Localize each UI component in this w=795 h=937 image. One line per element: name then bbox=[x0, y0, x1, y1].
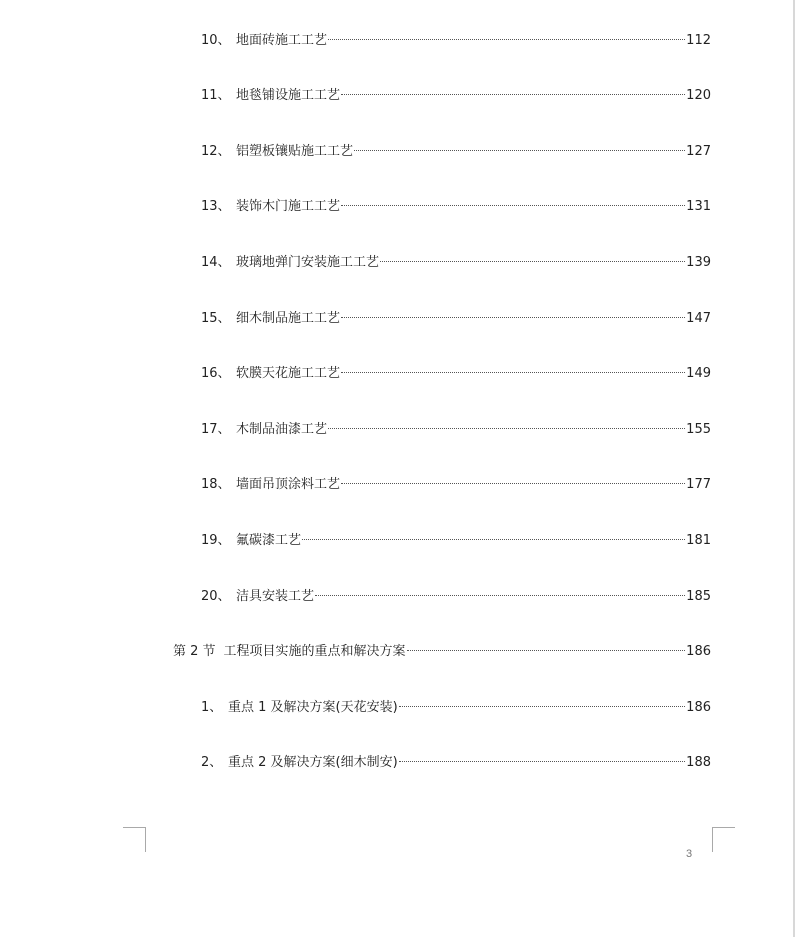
toc-dot-leader bbox=[341, 205, 685, 206]
toc-entry-number: 20、 bbox=[201, 589, 231, 604]
toc-entry[interactable] bbox=[201, 753, 711, 773]
toc-dot-leader bbox=[341, 372, 685, 373]
toc-entry-page: 185 bbox=[686, 589, 711, 604]
crop-mark-right bbox=[712, 827, 735, 852]
toc-entry-page: 120 bbox=[686, 88, 711, 103]
toc-section-page: 186 bbox=[686, 644, 711, 659]
toc-entry-title: 木制品油漆工艺 bbox=[236, 422, 328, 437]
toc-entry[interactable] bbox=[201, 587, 711, 607]
toc-entry-title: 地毯铺设施工工艺 bbox=[236, 88, 341, 103]
toc-entry[interactable] bbox=[201, 31, 711, 51]
toc-entry-number: 11、 bbox=[201, 88, 231, 103]
toc-dot-leader bbox=[328, 428, 685, 429]
toc-entry-page: 131 bbox=[686, 199, 711, 214]
toc-entry-title: 软膜天花施工工艺 bbox=[236, 366, 341, 381]
toc-entry-number: 10、 bbox=[201, 33, 231, 48]
toc-entry-page: 155 bbox=[686, 422, 711, 437]
toc-entry-number: 2、 bbox=[201, 755, 223, 770]
toc-entry-title: 重点 2 及解决方案(细木制安) bbox=[228, 755, 398, 770]
toc-dot-leader bbox=[399, 706, 685, 707]
toc-entry-page: 127 bbox=[686, 144, 711, 159]
toc-dot-leader bbox=[399, 761, 685, 762]
toc-entry-page: 112 bbox=[686, 33, 711, 48]
crop-mark-left bbox=[123, 827, 146, 852]
toc-section-entry[interactable] bbox=[173, 642, 711, 662]
toc-entry[interactable] bbox=[201, 253, 711, 273]
toc-entry-page: 149 bbox=[686, 366, 711, 381]
toc-entry-title: 装饰木门施工工艺 bbox=[236, 199, 341, 214]
toc-entry-title: 细木制品施工工艺 bbox=[236, 311, 341, 326]
toc-entry[interactable] bbox=[201, 86, 711, 106]
toc-entry-page: 147 bbox=[686, 311, 711, 326]
toc-entry-title: 墙面吊顶涂料工艺 bbox=[236, 477, 341, 492]
toc-dot-leader bbox=[328, 39, 685, 40]
toc-dot-leader bbox=[315, 595, 685, 596]
toc-entry-number: 15、 bbox=[201, 311, 231, 326]
toc-entry-number: 16、 bbox=[201, 366, 231, 381]
toc-dot-leader bbox=[354, 150, 685, 151]
toc-entry-page: 188 bbox=[686, 755, 711, 770]
toc-entry-number: 17、 bbox=[201, 422, 231, 437]
toc-entry[interactable] bbox=[201, 531, 711, 551]
toc-entry-page: 186 bbox=[686, 700, 711, 715]
toc-entry-title: 氟碳漆工艺 bbox=[236, 533, 302, 548]
toc-dot-leader bbox=[380, 261, 685, 262]
toc-dot-leader bbox=[302, 539, 685, 540]
toc-entry-number: 12、 bbox=[201, 144, 231, 159]
toc-entry-title: 重点 1 及解决方案(天花安装) bbox=[228, 700, 398, 715]
toc-entry-title: 铝塑板镶贴施工工艺 bbox=[236, 144, 354, 159]
toc-entry-number: 18、 bbox=[201, 477, 231, 492]
toc-entry-number: 14、 bbox=[201, 255, 231, 270]
toc-dot-leader bbox=[341, 483, 685, 484]
toc-section-title: 工程项目实施的重点和解决方案 bbox=[223, 644, 406, 659]
toc-entry[interactable] bbox=[201, 197, 711, 217]
toc-entry[interactable] bbox=[201, 364, 711, 384]
toc-entry-title: 洁具安装工艺 bbox=[236, 589, 315, 604]
toc-entry-page: 181 bbox=[686, 533, 711, 548]
toc-entry-number: 13、 bbox=[201, 199, 231, 214]
toc-entry-page: 139 bbox=[686, 255, 711, 270]
toc-entry-title: 地面砖施工工艺 bbox=[236, 33, 328, 48]
footer-page-number: 3 bbox=[686, 848, 693, 860]
toc-entry[interactable] bbox=[201, 142, 711, 162]
toc-entry[interactable] bbox=[201, 698, 711, 718]
toc-entry[interactable] bbox=[201, 475, 711, 495]
toc-dot-leader bbox=[341, 94, 685, 95]
toc-entry-number: 19、 bbox=[201, 533, 231, 548]
toc-dot-leader bbox=[341, 317, 685, 318]
toc-dot-leader bbox=[407, 650, 686, 651]
toc-entry-title: 玻璃地弹门安装施工工艺 bbox=[236, 255, 380, 270]
toc-entry-page: 177 bbox=[686, 477, 711, 492]
toc-section-label: 第 2 节 bbox=[173, 644, 216, 659]
toc-entry[interactable] bbox=[201, 309, 711, 329]
toc-entry[interactable] bbox=[201, 420, 711, 440]
toc-entry-number: 1、 bbox=[201, 700, 223, 715]
